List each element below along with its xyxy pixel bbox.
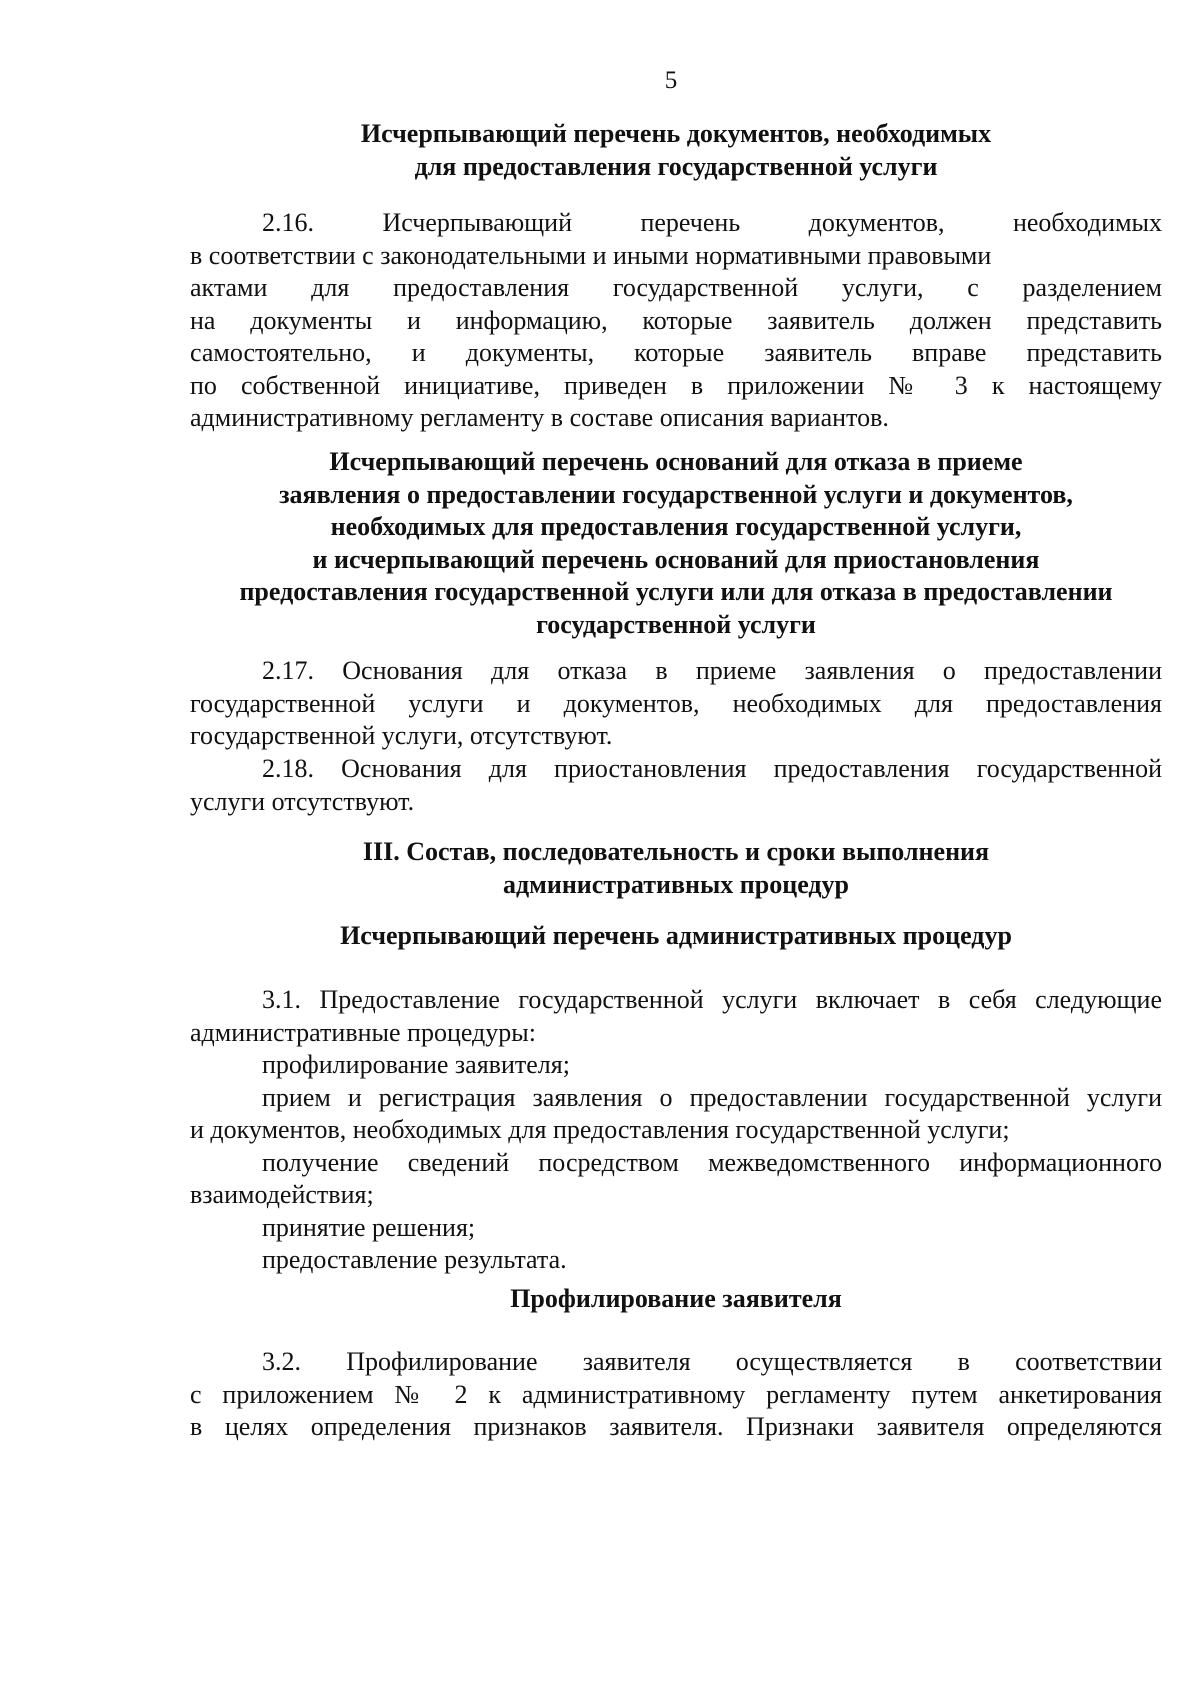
list-item: прием и регистрация заявления о предоставлении государственной услуги и документов, необходимых для предоставления государственной услуги;: [190, 1082, 1162, 1144]
chapter-heading-iii: III. Состав, последовательность и сроки выполнения административных процедур: [362, 837, 990, 899]
page-number: 5: [664, 67, 678, 94]
list-item: профилирование заявителя;: [262, 1050, 570, 1079]
paragraph-3-2: 3.2. Профилирование заявителя осуществляется в соответствии с приложением № 2 к административному регламенту путем анкетирования в целях определения признаков заявителя. Признаки заявителя определяются: [190, 1347, 1162, 1441]
list-item: принятие решения;: [262, 1212, 476, 1242]
section-heading-refusal-grounds: Исчерпывающий перечень оснований для отказа в приеме заявления о предоставлении государственной услуги и документов, необходимых для предоставления государственной услуги, и исчерпывающий перечень оснований для приостановления предоставления государственной услуги или для отказа в предоставлении государственной услуги: [239, 447, 1113, 639]
list-item: предоставление результата.: [262, 1245, 567, 1274]
list-item: получение сведений посредством межведомственного информационного взаимодействия;: [190, 1147, 1162, 1209]
section-heading-profiling: Профилирование заявителя: [510, 1284, 842, 1313]
paragraph-2-17: 2.17. Основания для отказа в приеме заявления о предоставлении государственной услуги и документов, необходимых для предоставления государственной услуги, отсутствуют.: [190, 656, 1162, 750]
paragraph-2-18: 2.18. Основания для приостановления предоставления государственной услуги отсутствуют.: [190, 754, 1162, 816]
paragraph-2-16: 2.16. Исчерпывающий перечень документов, необходимых в соответствии с законодательными и иными нормативными правовыми актами для предоставления государственной услуги, с разделением на документы и информацию, которые заявитель должен представить самостоятельно, и документы, которые заявитель вправе представить по собственной инициативе, приведен в приложении № 3 к настоящему административному регламенту в составе описания вариантов.: [190, 208, 1162, 432]
section-heading-procedures-list: Исчерпывающий перечень административных процедур: [340, 921, 1012, 950]
section-heading-documents-list: Исчерпывающий перечень документов, необходимых для предоставления государственной услуги: [360, 119, 992, 181]
paragraph-3-1: 3.1. Предоставление государственной услуги включает в себя следующие административные процедуры: профилирование заявителя; прием и регистрация заявления о предоставлении государственной услуги и документов, необходимых для предоставления государственной услуги; получение сведений посредством межведомственного информационного взаимодействия; принятие решения; предоставление результата.: [190, 984, 1162, 1277]
